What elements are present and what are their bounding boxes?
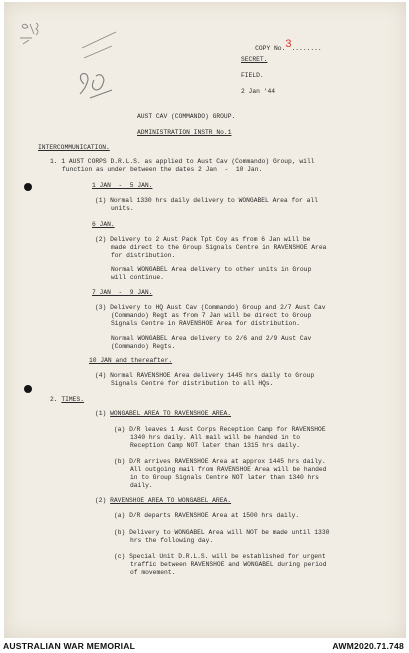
punch-hole-top	[24, 183, 32, 191]
times-2b-line-2: hrs the following day.	[130, 537, 214, 544]
item-2-note-line-1: Normal WONGABEL Area delivery to other units in Group	[111, 266, 312, 273]
item-2-line-1: (2) Delivery to 2 Aust Pack Tpt Coy as from 6 Jan will be	[95, 236, 311, 243]
section-intercommunication: INTERCOMMUNICATION.	[38, 144, 110, 151]
times-b-line-2: All outgoing mail from RAVENSHOE Area will be handed	[130, 466, 327, 473]
item-2-line-2: made direct to the Group Signals Centre in RAVENSHOE Area	[111, 244, 327, 251]
times-b-line-4: daily.	[130, 482, 153, 489]
footer-left-label: AUSTRALIAN WAR MEMORIAL	[3, 641, 136, 651]
item-4-line-2: Signals Centre for distribution to all HQs.	[111, 380, 274, 387]
para-1-line-1: 1. 1 AUST CORPS D.R.L.S. as applied to Aust Cav (Commando) Group, will	[50, 158, 315, 165]
copy-number: 3	[285, 38, 292, 50]
times-sub-1	[95, 410, 231, 418]
times-sub-1-number: (1)	[95, 410, 111, 417]
section-times-number: 2.	[50, 396, 62, 403]
document-date: 2 Jan '44	[241, 88, 276, 95]
times-2c-line-1: (c) Special Unit D.R.L.S. will be established for urgent	[114, 553, 326, 560]
item-3-line-2: (Commando) Regt as from 7 Jan will be direct to Group	[111, 312, 312, 319]
item-3-note-line-1: Normal WONGABEL Area delivery to 2/6 and 2/9 Aust Cav	[111, 335, 312, 342]
document-title: ADMINISTRATION INSTR No.1	[137, 129, 232, 136]
section-times-heading: TIMES.	[61, 396, 85, 403]
footer-right-label: AWM2020.71.748	[332, 641, 404, 651]
times-2c-line-3: of movement.	[130, 569, 176, 576]
times-sub-2-number: (2)	[95, 497, 111, 504]
times-b-line-1: (b) D/R arrives RAVENSHOE Area at approx 1445 hrs daily.	[114, 458, 326, 465]
times-a-line-3: Reception Camp NOT later than 1315 hrs daily.	[130, 442, 301, 449]
classification-secret: SECRET.	[241, 56, 268, 63]
times-2c-line-2: traffic between RAVENSHOE and WONGABEL during period	[130, 561, 327, 568]
times-sub-2	[95, 497, 231, 505]
item-4-line-1: (4) Normal RAVENSHOE Area delivery 1445 hrs daily to Group	[95, 372, 315, 379]
times-sub-1-heading: WONGABEL AREA TO RAVENSHOE AREA.	[110, 410, 232, 417]
section-times	[50, 396, 84, 404]
pencil-annotations	[12, 18, 132, 118]
item-3-line-1: (3) Delivery to HQ Aust Cav (Commando) Group and 2/7 Aust Cav	[95, 304, 326, 311]
item-3-note-line-2: (Commando) Regts.	[111, 343, 176, 350]
item-1-line-2: units.	[111, 205, 134, 212]
item-3-line-3: Signals Centre in RAVENSHOE Area for distribution.	[111, 320, 300, 327]
times-a-line-1: (a) D/R leaves 1 Aust Corps Reception Camp for RAVENSHOE	[114, 426, 326, 433]
item-2-line-3: for distribution.	[111, 252, 176, 259]
copy-label: COPY No.	[255, 45, 286, 52]
times-b-line-3: in to Group Signals Centre NOT later than 1340 hrs	[130, 474, 319, 481]
subhead-6-jan: 6 JAN.	[92, 221, 115, 228]
times-sub-2-heading: RAVENSHOE AREA TO WONGABEL AREA.	[110, 497, 232, 504]
classification-field: FIELD.	[241, 72, 264, 79]
subhead-10-jan-thereafter: 10 JAN and thereafter.	[89, 357, 173, 364]
times-a-line-2: 1340 hrs daily. All mail will be handed in to	[130, 434, 301, 441]
punch-hole-bottom	[24, 385, 32, 393]
document-group-title: AUST CAV (COMMANDO) GROUP.	[137, 113, 236, 120]
item-1-line-1: (1) Normal 1330 hrs daily delivery to WONGABEL Area for all	[95, 197, 318, 204]
item-2-note-line-2: will continue.	[111, 274, 164, 281]
times-2b-line-1: (b) Delivery to WONGABEL Area will NOT be made until 1330	[114, 529, 330, 536]
para-1-line-2: function as under between the dates 2 Jan - 10 Jan.	[62, 166, 263, 173]
subhead-7-jan-9-jan: 7 JAN - 9 JAN.	[92, 289, 153, 296]
copy-dots: ........	[291, 45, 322, 52]
subhead-1-jan-5-jan: 1 JAN - 5 JAN.	[92, 182, 153, 189]
times-2a-line-1: (a) D/R departs RAVENSHOE Area at 1500 hrs daily.	[114, 512, 300, 519]
archive-footer	[0, 640, 409, 653]
